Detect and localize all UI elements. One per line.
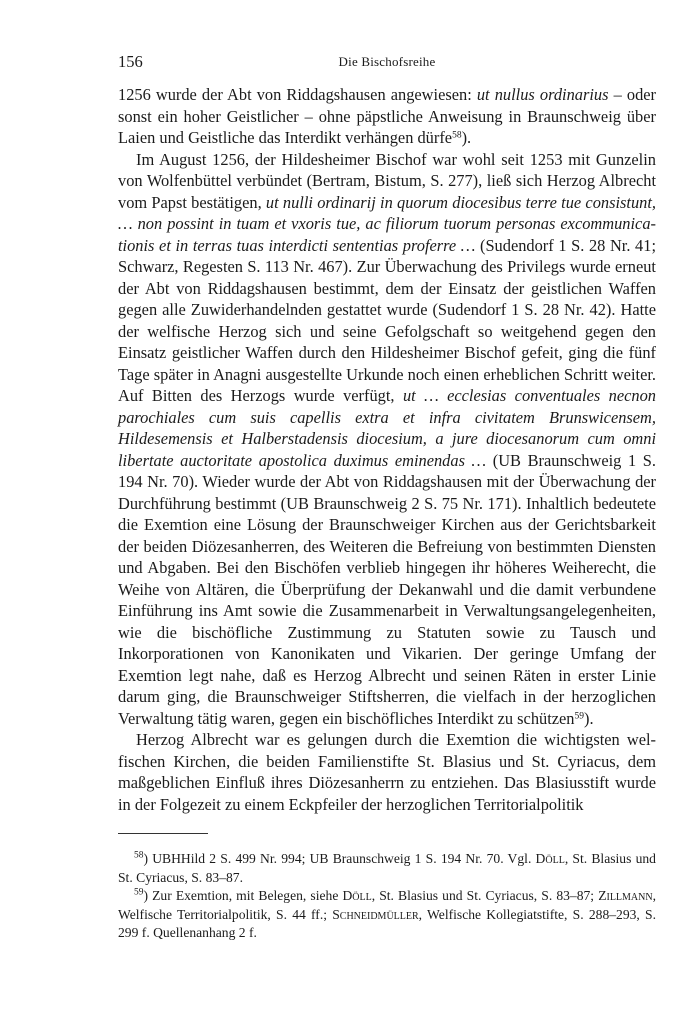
page-number: 156 (118, 52, 143, 71)
paragraph-2 (118, 149, 656, 730)
author-name: Schneidmüller (332, 906, 419, 922)
text-run: , Welfische Kollegiatstifte, S. 288–293, S. 299 f. Quellenanhang 2 f. (118, 906, 657, 940)
footnote-58 (118, 850, 656, 887)
footnote-ref-59[interactable]: 59 (574, 710, 585, 721)
text-run: ) Zur Exemtion, mit Belegen, siehe (143, 888, 343, 903)
footnote-number: 58 (134, 850, 144, 861)
page-header (118, 52, 656, 72)
latin-quote: ut nulli ordinarij in quorum diocesibus terre tue consistunt, … non possint in tuam et vxoris tue, ac filiorum tuorum personas excommunicationis et in terras tuas interdicti sententias proferre … (118, 192, 657, 255)
latin-quote: ut nullus ordinarius (476, 85, 609, 104)
author-name: Döll (535, 851, 565, 866)
footnote-divider (118, 833, 208, 834)
text-run: 1256 wurde der Abt von Riddagshausen angewiesen: (118, 85, 477, 104)
text-run: Im August 1256, der Hildesheimer Bischof war wohl seit 1253 mit Gunzelin von Wolfenbüttel verbündet (Bertram, Bistum, S. 277), ließ sich Herzog Albrecht vom Papst bestätigen, (118, 149, 656, 212)
footnotes (118, 850, 656, 943)
text-run: ). (461, 128, 472, 147)
footnote-number: 59 (134, 887, 144, 898)
text-run: ) UBHHild 2 S. 499 Nr. 994; UB Braunschweig 1 S. 194 Nr. 70. Vgl. (143, 851, 536, 866)
footnote-59 (118, 887, 656, 943)
text-run: , Welfische Territorialpolitik, S. 44 ff.; (118, 888, 657, 922)
paragraph-3 (118, 729, 656, 815)
text-run: , St. Blasius und St. Cyriacus, S. 83–87; (371, 888, 599, 903)
text-run: Herzog Albrecht war es gelungen durch die Exemtion die wichtigsten welfischen Kirchen, die beiden Familienstifte St. Blasius und St. Cyriacus, dem maßgeblichen Einfluß ihres Diözesanherrn zu entziehen. Das Blasiusstift wurde in der Folgezeit zu einem Eckpfeiler der herzoglichen Territorialpolitik (118, 730, 656, 814)
author-name: Zillmann (598, 888, 653, 903)
text-run: ). (584, 708, 594, 728)
text-run: – oder sonst ein hoher Geistlicher – ohne päpstliche Anweisung in Braunschweig über Laien und Geistliche das Interdikt verhängen dürfe (118, 85, 656, 147)
footnote-ref-58[interactable]: 58 (452, 130, 462, 141)
body-text (118, 84, 656, 815)
text-run: (Sudendorf 1 S. 28 Nr. 41; Schwarz, Regesten S. 113 Nr. 467). Zur Überwachung des Privilegs wurde erneut der Abt von Riddagshausen bestimmt, dem der Einsatz der geistlichen Waffen gegen alle Zuwiderhandelnden gestattet wurde (Sudendorf 1 S. 28 Nr. 42). Hatte der welfische Herzog sich und seine Gefolgschaft so weitgehend gegen den Einsatz geistlicher Waffen durch den Hildesheimer Bischof gefeit, ging die fünf Tage später in Anagni ausgestellte Urkunde noch einen erheblichen Schritt weiter. Auf Bitten des Herzogs wurde verfügt, (118, 235, 656, 405)
text-run: , St. Blasius und St. Cyriacus, S. 83–87. (118, 851, 656, 885)
paragraph-1 (118, 84, 656, 149)
author-name: Döll (342, 888, 372, 903)
latin-quote: ut … ecclesias conventuales necnon parochiales cum suis capellis extra et infra civitatem Brunswicensem, Hildesemensis et Halberstadensis diocesium, a jure diocesanorum cum omni libertate auctoritate apostolica duximus eminendas … (118, 386, 656, 470)
text-run: (UB Braunschweig 1 S. 194 Nr. 70). Wieder wurde der Abt von Riddagshausen mit der Überwachung der Durchführung bestimmt (UB Braunschweig 2 S. 75 Nr. 171). Inhaltlich bedeutete die Exemtion eine Lösung der Braunschweiger Kirchen aus der Gerichtsbarkeit der beiden Diözesanherren, des Weiteren die Befreiung von bestimmten Diensten und Abgaben. Bei den Bischöfen verblieb hingegen ihr höheres Weiherecht, die Weihe von Altären, die Überprüfung der Dekanwahl und die damit verbundene Einführung ins Amt sowie die Zusammenarbeit in Verwaltungsangelegenheiten, wie die bischöfliche Zustimmung zu Statuten sowie zu Tausch und Inkorporationen von Kanonikaten und Vikarien. Der geringe Umfang der Exemtion legt nahe, daß es Herzog Albrecht und seinen Räten in erster Linie darum ging, die Braunschweiger Stiftsherren, die vielfach in der herzoglichen Verwaltung tätig waren, gegen ein bischöfliches Interdikt zu schützen (118, 450, 657, 728)
running-title: Die Bischofsreihe (338, 54, 436, 69)
